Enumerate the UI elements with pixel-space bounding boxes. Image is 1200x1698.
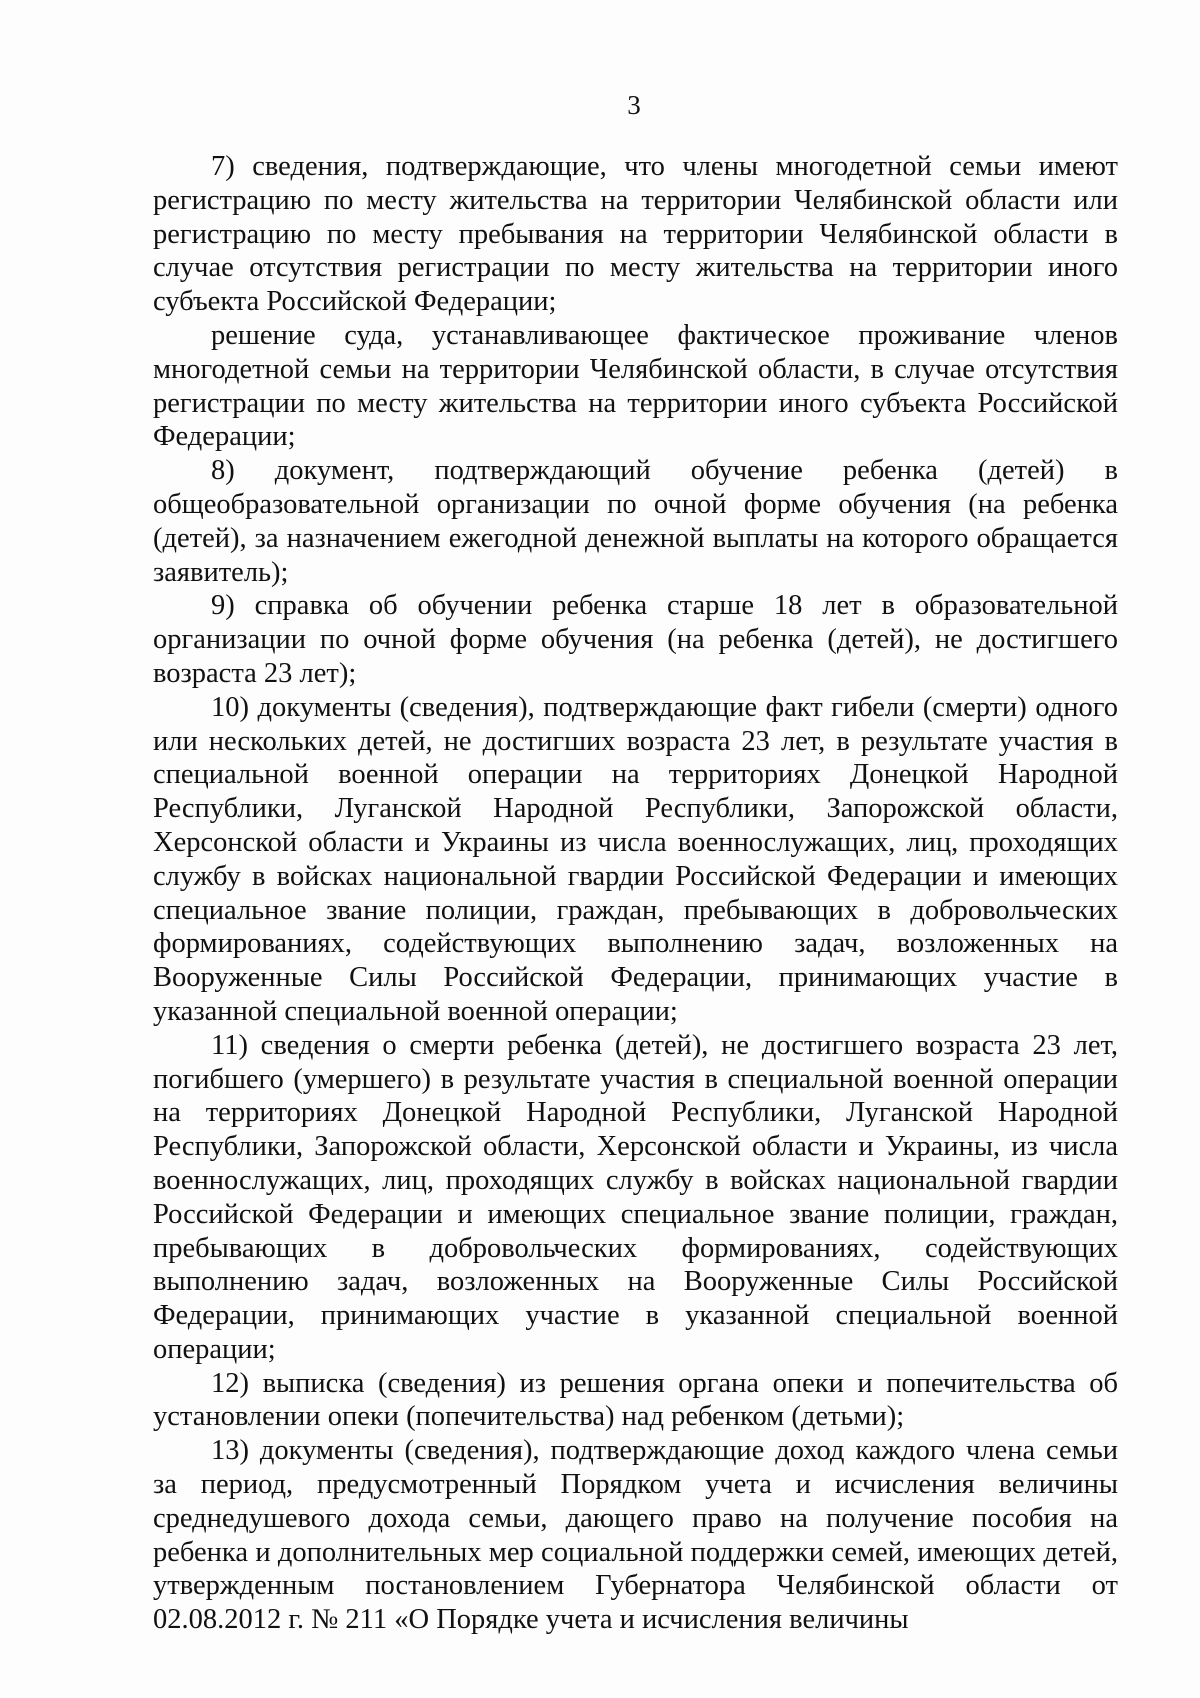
document-body [153, 150, 1118, 1637]
paragraph-item-12: 12) выписка (сведения) из решения органа опеки и попечительства об установлении опеки (попечительства) над ребенком (детьми); [153, 1367, 1118, 1433]
paragraph-item-7: 7) сведения, подтверждающие, что члены многодетной семьи имеют регистрацию по месту жительства на территории Челябинской области или регистрацию по месту пребывания на территории Челябинской области в случае отсутствия регистрации по месту жительства на территории иного субъекта Российской Федерации; [153, 151, 1118, 318]
paragraph-item-8: 8) документ, подтверждающий обучение ребенка (детей) в общеобразовательной организации по очной форме обучения (на ребенка (детей), за назначением ежегодной денежной выплаты на которого обращается заявитель); [153, 455, 1118, 588]
paragraph-court-decision: решение суда, устанавливающее фактическое проживание членов многодетной семьи на территории Челябинской области, в случае отсутствия регистрации по месту жительства на территории иного субъекта Российской Федерации; [153, 319, 1118, 453]
page-number: 3 [627, 90, 641, 120]
paragraph-item-9: 9) справка об обучении ребенка старше 18 лет в образовательной организации по очной форме обучения (на ребенка (детей), не достигшего возраста 23 лет); [153, 590, 1118, 689]
paragraph-item-13: 13) документы (сведения), подтверждающие доход каждого члена семьи за период, предусмотренный Порядком учета и исчисления величины среднедушевого дохода семьи, дающего право на получение пособия на ребенка и дополнительных мер социальной поддержки семей, имеющих детей, утвержденным постановлением Губернатора Челябинской области от 02.08.2012 г. № 211 «О Порядке учета и исчисления величины [153, 1435, 1118, 1636]
paragraph-item-10: 10) документы (сведения), подтверждающие факт гибели (смерти) одного или нескольких детей, не достигших возраста 23 лет, в результате участия в специальной военной операции на территориях Донецкой Народной Республики, Луганской Народной Республики, Запорожской области, Херсонской области и Украины из числа военнослужащих, лиц, проходящих службу в войсках национальной гвардии Российской Федерации и имеющих специальное звание полиции, граждан, пребывающих в добровольческих формированиях, содействующих выполнению задач, возложенных на Вооруженные Силы Российской Федерации, принимающих участие в указанной специальной военной операции; [153, 691, 1118, 1027]
paragraph-item-11: 11) сведения о смерти ребенка (детей), не достигшего возраста 23 лет, погибшего (умершего) в результате участия в специальной военной операции на территориях Донецкой Народной Республики, Луганской Народной Республики, Запорожской области, Херсонской области и Украины, из числа военнослужащих, лиц, проходящих службу в войсках национальной гвардии Российской Федерации и имеющих специальное звание полиции, граждан, пребывающих в добровольческих формированиях, содействующих выполнению задач, возложенных на Вооруженные Силы Российской Федерации, принимающих участие в указанной специальной военной операции; [153, 1029, 1118, 1365]
